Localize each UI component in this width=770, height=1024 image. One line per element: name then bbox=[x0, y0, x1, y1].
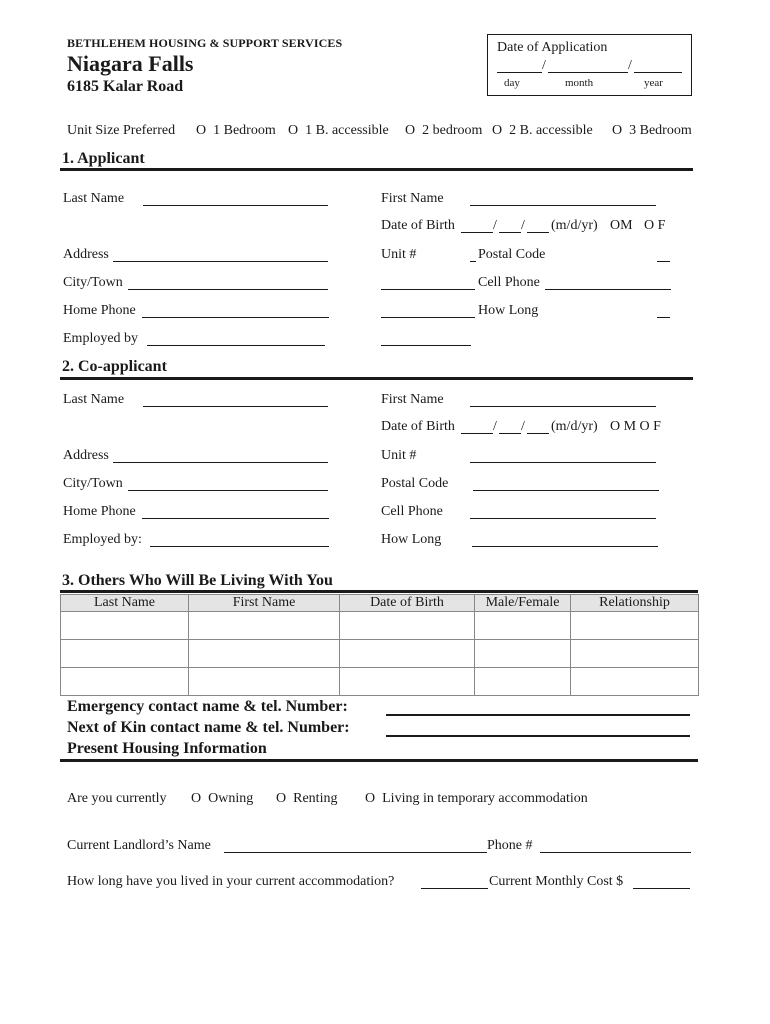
applicant-first-name-field[interactable] bbox=[470, 205, 656, 206]
radio-3-bedroom[interactable] bbox=[612, 123, 692, 139]
applicant-employed-label: Employed by bbox=[63, 331, 139, 346]
table-header-row bbox=[61, 595, 699, 612]
others-table bbox=[60, 594, 699, 696]
table-cell[interactable] bbox=[340, 612, 475, 640]
radio-temporary[interactable] bbox=[365, 791, 588, 807]
coapplicant-dob-day[interactable] bbox=[499, 433, 521, 434]
radio-label: Renting bbox=[293, 791, 338, 806]
dob-format-label: (m/d/yr) bbox=[551, 419, 598, 434]
applicant-home-phone-label: Home Phone bbox=[63, 303, 136, 318]
applicant-last-name-field[interactable] bbox=[143, 205, 328, 206]
radio-owning[interactable] bbox=[191, 791, 253, 807]
coapplicant-city-field[interactable] bbox=[128, 490, 328, 491]
section-divider bbox=[60, 590, 698, 593]
applicant-city-label: City/Town bbox=[63, 275, 123, 290]
coapplicant-city-label: City/Town bbox=[63, 476, 123, 491]
landlord-phone-field[interactable] bbox=[540, 852, 691, 853]
date-month-label: month bbox=[565, 77, 594, 89]
present-housing-heading: Present Housing Information bbox=[67, 740, 267, 757]
applicant-dob-month[interactable] bbox=[461, 232, 493, 233]
applicant-address-field[interactable] bbox=[113, 261, 328, 262]
table-cell[interactable] bbox=[189, 612, 340, 640]
section-others-title: 3. Others Who Will Be Living With You bbox=[62, 572, 333, 589]
radio-2-b-accessible[interactable] bbox=[492, 123, 593, 139]
table-cell[interactable] bbox=[475, 612, 571, 640]
section-divider bbox=[60, 377, 693, 380]
applicant-postal-label: Postal Code bbox=[478, 247, 546, 262]
coapplicant-cell-label: Cell Phone bbox=[381, 504, 443, 519]
radio-icon: O bbox=[405, 123, 416, 138]
coapplicant-last-name-field[interactable] bbox=[143, 406, 328, 407]
coapplicant-dob-label: Date of Birth bbox=[381, 419, 455, 434]
date-of-application-label: Date of Application bbox=[497, 40, 608, 55]
radio-icon: O bbox=[196, 123, 207, 138]
next-of-kin-label: Next of Kin contact name & tel. Number: bbox=[67, 719, 350, 736]
applicant-cell-label: Cell Phone bbox=[478, 275, 540, 290]
radio-icon: O bbox=[612, 123, 623, 138]
coapplicant-last-name-label: Last Name bbox=[63, 392, 125, 407]
table-cell[interactable] bbox=[61, 668, 189, 696]
radio-label: 1 B. accessible bbox=[305, 123, 389, 138]
coapplicant-first-name-label: First Name bbox=[381, 392, 444, 407]
coapplicant-postal-label: Postal Code bbox=[381, 476, 449, 491]
applicant-city-field-2[interactable] bbox=[381, 289, 475, 290]
applicant-home-phone-field-2[interactable] bbox=[381, 317, 475, 318]
date-day-label: day bbox=[504, 77, 520, 89]
date-separator: / bbox=[628, 58, 632, 73]
radio-icon: O bbox=[365, 791, 376, 806]
landlord-name-field[interactable] bbox=[224, 852, 487, 853]
coapplicant-cell-field[interactable] bbox=[470, 518, 656, 519]
currently-label: Are you currently bbox=[67, 791, 167, 806]
coapplicant-dob-year[interactable] bbox=[527, 433, 549, 434]
table-cell[interactable] bbox=[340, 668, 475, 696]
coapplicant-address-label: Address bbox=[63, 448, 109, 463]
radio-label: 1 Bedroom bbox=[213, 123, 276, 138]
section-divider bbox=[60, 759, 698, 762]
coapplicant-how-long-field[interactable] bbox=[472, 546, 658, 547]
table-cell[interactable] bbox=[571, 668, 699, 696]
applicant-dob-year[interactable] bbox=[527, 232, 549, 233]
coapplicant-postal-field[interactable] bbox=[473, 490, 659, 491]
coapplicant-unit-label: Unit # bbox=[381, 448, 417, 463]
dob-separator: / bbox=[493, 218, 497, 233]
applicant-unit-label: Unit # bbox=[381, 247, 417, 262]
table-row bbox=[61, 640, 699, 668]
applicant-dob-label: Date of Birth bbox=[381, 218, 455, 233]
landlord-phone-label: Phone # bbox=[487, 838, 533, 853]
radio-icon: O bbox=[288, 123, 299, 138]
applicant-address-label: Address bbox=[63, 247, 109, 262]
radio-icon: O bbox=[191, 791, 202, 806]
applicant-employed-field[interactable] bbox=[147, 345, 325, 346]
emergency-contact-label: Emergency contact name & tel. Number: bbox=[67, 698, 348, 715]
table-cell[interactable] bbox=[340, 640, 475, 668]
table-cell[interactable] bbox=[475, 640, 571, 668]
street-address: 6185 Kalar Road bbox=[67, 78, 184, 95]
radio-1-bedroom[interactable] bbox=[196, 123, 276, 139]
how-long-lived-label: How long have you lived in your current accommodation? bbox=[67, 874, 395, 889]
monthly-cost-field[interactable] bbox=[633, 888, 690, 889]
coapplicant-home-phone-label: Home Phone bbox=[63, 504, 136, 519]
applicant-gender-male-radio[interactable]: OM bbox=[610, 218, 633, 233]
organization-name: BETHLEHEM HOUSING & SUPPORT SERVICES bbox=[67, 36, 343, 50]
radio-icon: O bbox=[276, 791, 287, 806]
coapplicant-how-long-label: How Long bbox=[381, 532, 442, 547]
radio-label: Living in temporary accommodation bbox=[382, 791, 588, 806]
dob-format-label: (m/d/yr) bbox=[551, 218, 598, 233]
coapplicant-first-name-field[interactable] bbox=[470, 406, 656, 407]
section-applicant-title: 1. Applicant bbox=[62, 150, 145, 167]
column-header: Male/Female bbox=[475, 595, 571, 612]
next-of-kin-field[interactable] bbox=[386, 735, 690, 737]
dob-separator: / bbox=[521, 218, 525, 233]
table-cell[interactable] bbox=[189, 668, 340, 696]
column-header: First Name bbox=[189, 595, 340, 612]
table-row bbox=[61, 668, 699, 696]
city-heading: Niagara Falls bbox=[67, 51, 194, 76]
emergency-contact-field[interactable] bbox=[386, 714, 690, 716]
applicant-cell-field[interactable] bbox=[545, 289, 671, 290]
section-divider bbox=[60, 168, 693, 171]
table-cell[interactable] bbox=[571, 612, 699, 640]
column-header: Relationship bbox=[571, 595, 699, 612]
table-row bbox=[61, 612, 699, 640]
applicant-how-long-field[interactable] bbox=[657, 317, 670, 318]
how-long-lived-field[interactable] bbox=[421, 888, 488, 889]
radio-icon: O bbox=[492, 123, 503, 138]
landlord-name-label: Current Landlord’s Name bbox=[67, 838, 211, 853]
dob-separator: / bbox=[493, 419, 497, 434]
applicant-gender-female-radio[interactable]: O F bbox=[644, 218, 666, 233]
date-day-field[interactable] bbox=[497, 72, 542, 73]
applicant-postal-field[interactable] bbox=[657, 261, 670, 262]
date-month-field[interactable] bbox=[548, 72, 628, 73]
table-cell[interactable] bbox=[189, 640, 340, 668]
coapplicant-gender-radios[interactable]: O M O F bbox=[610, 419, 661, 434]
applicant-city-field[interactable] bbox=[128, 289, 328, 290]
applicant-dob-day[interactable] bbox=[499, 232, 521, 233]
applicant-unit-field[interactable] bbox=[470, 261, 476, 262]
table-cell[interactable] bbox=[61, 612, 189, 640]
unit-size-label: Unit Size Preferred bbox=[67, 123, 176, 138]
applicant-last-name-label: Last Name bbox=[63, 191, 125, 206]
coapplicant-dob-month[interactable] bbox=[461, 433, 493, 434]
coapplicant-home-phone-field[interactable] bbox=[142, 518, 329, 519]
table-cell[interactable] bbox=[475, 668, 571, 696]
radio-label: Owning bbox=[208, 791, 254, 806]
applicant-extra-field[interactable] bbox=[381, 345, 471, 346]
radio-label: 2 bedroom bbox=[422, 123, 483, 138]
radio-2-bedroom[interactable] bbox=[405, 123, 482, 139]
coapplicant-employed-label: Employed by: bbox=[63, 532, 142, 547]
table-cell[interactable] bbox=[571, 640, 699, 668]
coapplicant-employed-field[interactable] bbox=[150, 546, 329, 547]
column-header: Last Name bbox=[61, 595, 189, 612]
applicant-first-name-label: First Name bbox=[381, 191, 444, 206]
applicant-home-phone-field[interactable] bbox=[142, 317, 329, 318]
coapplicant-unit-field[interactable] bbox=[470, 462, 656, 463]
section-coapplicant-title: 2. Co-applicant bbox=[62, 358, 167, 375]
radio-renting[interactable] bbox=[276, 791, 337, 807]
date-year-field[interactable] bbox=[634, 72, 682, 73]
table-cell[interactable] bbox=[61, 640, 189, 668]
column-header: Date of Birth bbox=[340, 595, 475, 612]
coapplicant-address-field[interactable] bbox=[113, 462, 328, 463]
radio-label: 2 B. accessible bbox=[509, 123, 593, 138]
dob-separator: / bbox=[521, 419, 525, 434]
applicant-how-long-label: How Long bbox=[478, 303, 539, 318]
monthly-cost-label: Current Monthly Cost $ bbox=[489, 874, 624, 889]
date-year-label: year bbox=[644, 77, 663, 89]
radio-1-b-accessible[interactable] bbox=[288, 123, 389, 139]
date-separator: / bbox=[542, 58, 546, 73]
radio-label: 3 Bedroom bbox=[629, 123, 692, 138]
